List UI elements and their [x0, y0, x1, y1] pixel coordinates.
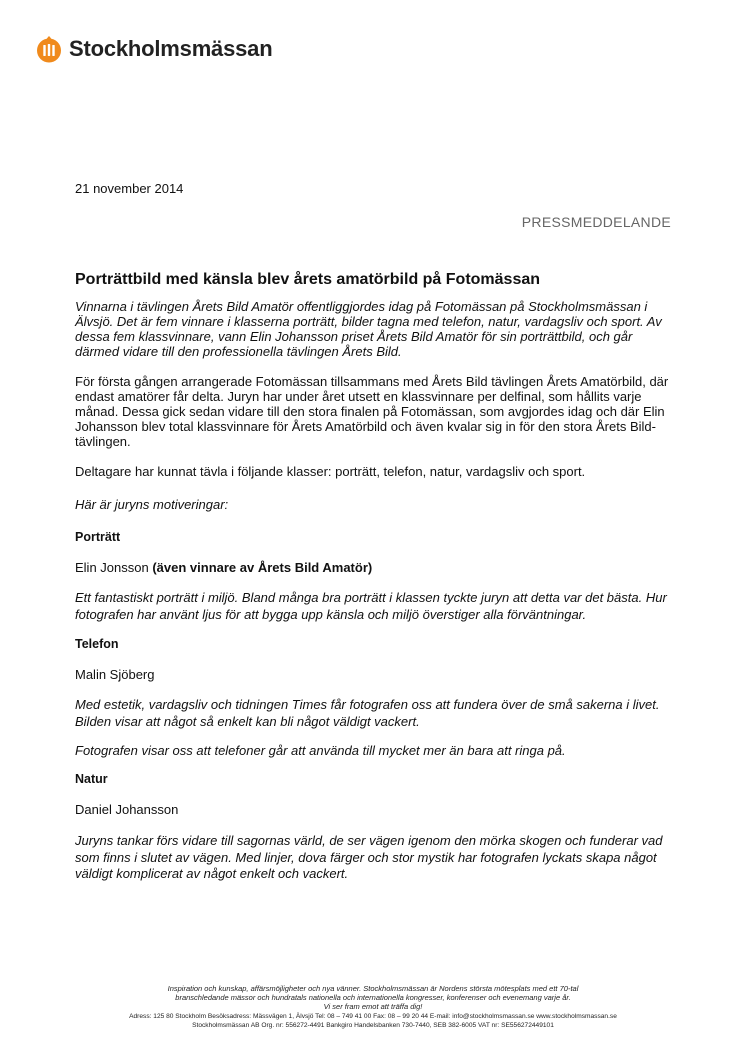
category-motivation: Juryns tankar förs vidare till sagornas värld, de ser vägen igenom den mörka skogen och funderar vad som finns i slutet av vägen. Med linjer, dova färger och stor mystik har fotografen lyckats skapa något väldigt komplicerat av något enkelt och vackert. — [75, 833, 663, 881]
category-title: Telefon — [75, 637, 119, 651]
press-release-body — [75, 270, 675, 898]
footer-tagline: Vi ser fram emot att träffa dig! — [323, 1002, 423, 1012]
category-motivation: Med estetik, vardagsliv och tidningen Times får fotografen oss att fundera över de små sakerna i livet. Bilden visar att något så enkelt kan bli något väldigt vackert. — [75, 697, 660, 729]
brand-name: Stockholmsmässan — [69, 36, 273, 61]
winner-note: (även vinnare av Årets Bild Amatör) — [152, 560, 373, 575]
category-title: Natur — [75, 772, 108, 786]
jury-intro: Här är juryns motiveringar: — [75, 497, 229, 512]
body-paragraph-1: För första gången arrangerade Fotomässan tillsammans med Årets Bild tävlingen Årets Amatörbild, där endast amatörer får delta. Juryn har under året utsett en klassvinnare per delfinal, som hållits varje månad. Dessa gick sedan vidare till den stora finalen på Fotomässan, som avgjordes idag och där Elin Johansson blev total klassvinnare för Årets Amatörbild och även kvalar sig in för den stora Årets Bild-tävlingen. — [75, 374, 669, 449]
footer — [0, 984, 746, 1030]
footer-line: Inspiration och kunskap, affärsmöjligheter och nya vänner. Stockholmsmässan är Nordens största mötesplats med ett 70-tal — [167, 984, 579, 993]
footer-line: branschledande mässor och hundratals nationella och internationella kongresser, konferenser och evenemang varje år. — [175, 993, 571, 1003]
body-paragraph-2: Deltagare har kunnat tävla i följande klasser: porträtt, telefon, natur, vardagsliv och sport. — [75, 464, 586, 479]
footer-address: Adress: 125 80 Stockholm Besöksadress: Mässvägen 1, Älvsjö Tel: 08 – 749 41 00 Fax: 08 – 99 20 44 E-mail: info@stockholmsmassan.se www.stockholmsmassan.se — [129, 1012, 617, 1020]
stockholmsmassan-flame-logo-icon — [36, 35, 62, 63]
winner-name: Malin Sjöberg — [75, 667, 155, 682]
category-title: Porträtt — [75, 530, 121, 544]
winner-name: Elin Jonsson — [75, 560, 149, 575]
category-winner — [75, 560, 675, 575]
category-motivation: Ett fantastiskt porträtt i miljö. Bland många bra porträtt i klassen tyckte juryn att detta var det bästa. Hur fotografen har använt ljus för att bygga upp känsla och miljö överstiger alla förväntningar. — [75, 590, 667, 622]
footer-company-info: Stockholmsmässan AB Org. nr: 556272-4491 Bankgiro Handelsbanken 730-7440, SEB 382-6005 VAT nr: SE556272449101 — [192, 1021, 554, 1029]
intro-paragraph: Vinnarna i tävlingen Årets Bild Amatör offentliggjordes idag på Fotomässan på Stockholmsmässan i Älvsjö. Det är fem vinnare i klasserna porträtt, bilder tagna med telefon, natur, vardagsliv och sport. Av dessa fem klassvinnare, vann Elin Johansson priset Årets Bild Amatör för sin porträttbild, och går därmed vidare till den professionella tävlingen Årets Bild. — [75, 299, 662, 359]
press-release-date: 21 november 2014 — [75, 181, 184, 196]
winner-name: Daniel Johansson — [75, 802, 179, 817]
header-logo — [36, 35, 272, 63]
category-motivation: Fotografen visar oss att telefoner går att använda till mycket mer än bara att ringa på. — [75, 743, 566, 758]
document-type-label: PRESSMEDDELANDE — [521, 214, 671, 230]
headline: Porträttbild med känsla blev årets amatörbild på Fotomässan — [75, 271, 541, 288]
